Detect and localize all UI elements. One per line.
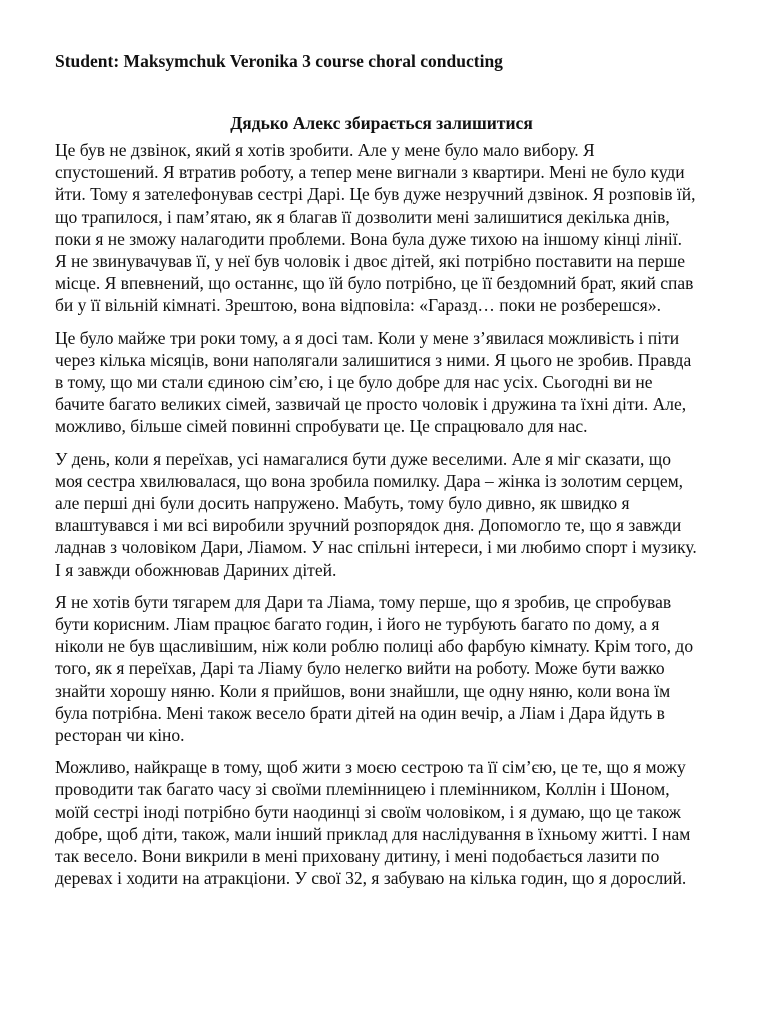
- paragraph-5: Можливо, найкраще в тому, щоб жити з моєю сестрою та її сім’єю, це те, що я можу проводити так багато часу зі своїми племінницею і племінником, Коллін і Шоном, моїй сестрі іноді потрібно бути наодинці зі своїм чоловіком, і я думаю, що це також добре, щоб діти, також, мали інший приклад для наслідування в їхньому житті. І нам так весело. Вони викрили в мені приховану дитину, і мені подобається лазити по деревах і ходити на атракціони. У свої 32, я забуваю на кілька годин, що я дорослий.: [55, 757, 691, 889]
- paragraph-4: Я не хотів бути тягарем для Дари та Ліама, тому перше, що я зробив, це спробував бути корисним. Ліам працює багато годин, і його не турбують багато по дому, а я ніколи не був щасливішим, ніж коли роблю полиці або фарбую кімнату. Крім того, до того, як я переїхав, Дарі та Ліаму було нелегко вийти на роботу. Може бути важко знайти хорошу няню. Коли я прийшов, вони знайшли, ще одну няню, коли вона їм була потрібна. Мені також весело брати дітей на один вечір, а Ліам і Дара йдуть в ресторан чи кіно.: [55, 591, 694, 746]
- paragraph-2: Це було майже три роки тому, а я досі там. Коли у мене з’явилася можливість і піти через кілька місяців, вони наполягали залишитися з ними. Я цього не зробив. Правда в тому, що ми стали єдиною сім’єю, і це було добре для нас усіх. Сьогодні ви не бачите багато великих сімей, зазвичай це просто чоловік і дружина та їхні діти. Але, можливо, більше сімей повинні спробувати це. Це спрацювало для нас.: [55, 327, 692, 437]
- document-title: Дядько Алекс збирається залишитися: [230, 113, 533, 133]
- paragraph-1: Це був не дзвінок, який я хотів зробити. Але у мене було мало вибору. Я спустошений. Я втратив роботу, а тепер мене вигнали з квартири. Мені не було куди йти. Тому я зателефонував сестрі Дарі. Це був дуже незручний дзвінок. Я розповів їй, що трапилося, і пам’ятаю, як я благав її дозволити мені залишитися декілька днів, поки я не зможу налагодити проблеми. Вона була дуже тихою на іншому кінці лінії. Я не звинувачував її, у неї був чоловік і двоє дітей, які потрібно поставити на перше місце. Я впевнений, що останнє, що їй було потрібно, це її бездомний брат, який спав би у її вільній кімнаті. Зрештою, вона відповіла: «Гаразд… поки не розберешся».: [55, 140, 696, 316]
- student-line: Student: Maksymchuk Veronika 3 course choral conducting: [55, 51, 503, 71]
- paragraph-3: У день, коли я переїхав, усі намагалися бути дуже веселими. Але я міг сказати, що моя сестра хвилювалася, що вона зробила помилку. Дара – жінка із золотим серцем, але перші дні були досить напружено. Мабуть, тому було дивно, як швидко я влаштувався і ми всі виробили зручний розпорядок дня. Допомогло те, що я завжди ладнав з чоловіком Дари, Ліамом. У нас спільні інтереси, і ми любимо спорт і музику. І я завжди обожнював Дариних дітей.: [55, 448, 697, 580]
